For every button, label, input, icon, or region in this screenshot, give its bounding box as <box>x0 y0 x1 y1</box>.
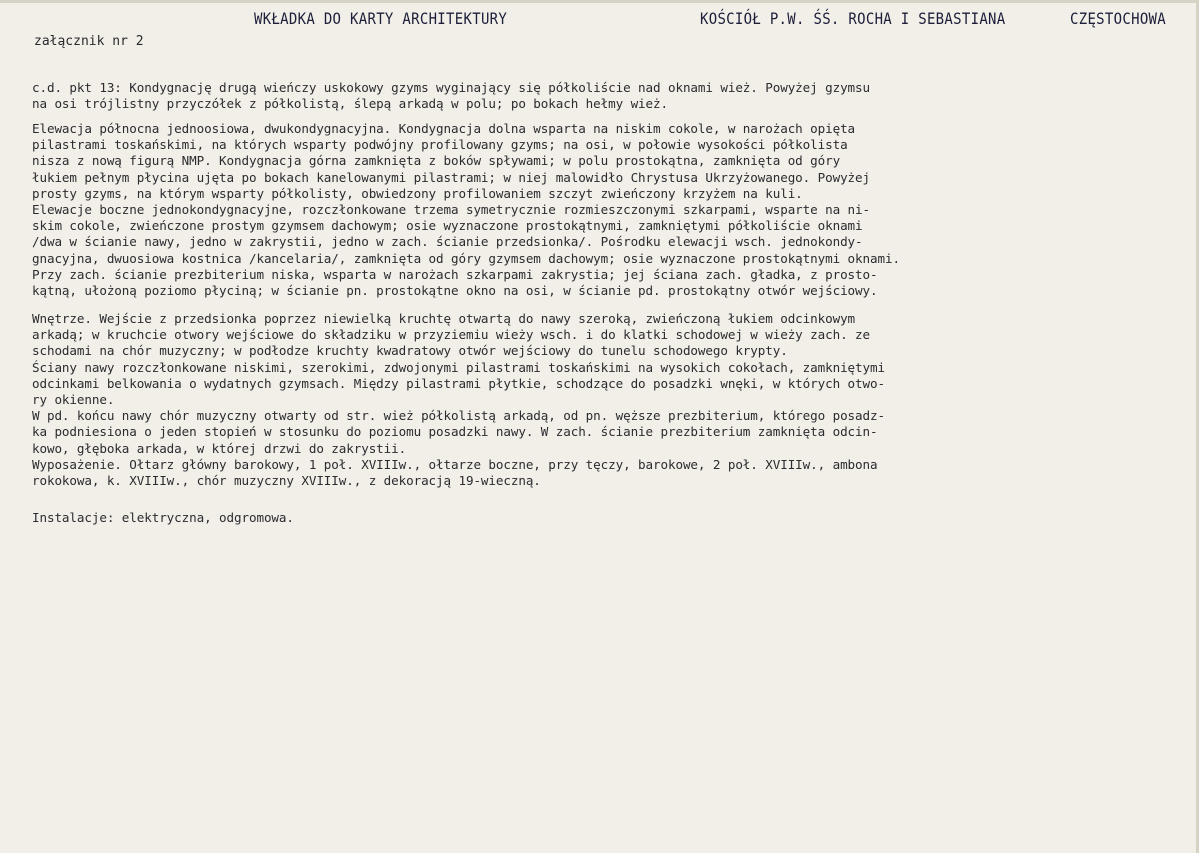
text-line: Ściany nawy rozczłonkowane niskimi, szerokimi, zdwojonymi pilastrami toskańskimi na wysokich cokołach, zamkniętymi <box>32 359 885 375</box>
text-line: schodami na chór muzyczny; w podłodze kruchty kwadratowy otwór wejściowy do tunelu schodowego krypty. <box>32 343 788 359</box>
text-line: kątną, ułożoną poziomo płyciną; w ścianie pn. prostokątne okno na osi, w ścianie pd. prostokątny otwór wejściowy. <box>32 282 878 298</box>
handwritten-church-name: KOŚCIÓŁ P.W. ŚŚ. ROCHA I SEBASTIANA <box>700 10 1006 29</box>
text-line: c.d. pkt 13: Kondygnację drugą wieńczy uskokowy gzyms wyginający się półkoliście nad oknami wież. Powyżej gzymsu <box>32 80 870 95</box>
text-line: ka podniesiona o jeden stopień w stosunku do poziomu posadzki nawy. W zach. ścianie prezbiterium zamknięta odcin- <box>32 424 878 440</box>
paragraph-interior <box>32 311 885 489</box>
text-line: Przy zach. ścianie prezbiterium niska, wsparta w narożach szkarpami zakrystia; jej ściana zach. gładka, z prosto- <box>32 266 878 282</box>
paragraph-towers <box>32 80 870 112</box>
paragraph-elevations <box>32 121 900 299</box>
handwritten-title: WKŁADKA DO KARTY ARCHITEKTURY <box>254 10 508 29</box>
text-line: prosty gzyms, na którym wsparty półkolisty, obwiedzony profilowaniem szczyt zwieńczony krzyżem na kuli. <box>32 185 803 201</box>
text-line: rokokowa, k. XVIIIw., chór muzyczny XVIIIw., z dekoracją 19-wieczną. <box>32 472 541 488</box>
annex-label: załącznik nr 2 <box>34 34 144 49</box>
text-line: kowo, głęboka arkada, w której drzwi do zakrystii. <box>32 440 407 456</box>
text-line: łukiem pełnym płycina ujęta po bokach kanelowanymi pilastrami; w niej malowidło Chrystusa Ukrzyżowanego. Powyżej <box>32 169 870 185</box>
text-line: Wyposażenie. Ołtarz główny barokowy, 1 poł. XVIIIw., ołtarze boczne, przy tęczy, barokowe, 2 poł. XVIIIw., ambona <box>32 456 878 472</box>
text-line: na osi trójlistny przyczółek z półkolistą, ślepą arkadą w polu; po bokach hełmy wież. <box>32 96 668 112</box>
text-line: /dwa w ścianie nawy, jedno w zakrystii, jedno w zach. ścianie przedsionka/. Pośrodku elewacji wsch. jednokondy- <box>32 234 863 250</box>
text-line: gnacyjna, dwuosiowa kostnica /kancelaria/, zamknięta od góry gzymsem dachowym; osie wyznaczone prostokątnymi oknami. <box>32 250 900 266</box>
text-line: ry okienne. <box>32 391 115 407</box>
paragraph-installations <box>32 510 294 526</box>
text-line: Elewacja północna jednoosiowa, dwukondygnacyjna. Kondygnacja dolna wsparta na niskim cokole, w narożach opięta <box>32 121 856 136</box>
handwritten-city: CZĘSTOCHOWA <box>1070 10 1167 29</box>
text-line: W pd. końcu nawy chór muzyczny otwarty od str. wież półkolistą arkadą, od pn. węższe prezbiterium, którego posadz- <box>32 408 885 424</box>
text-line: Instalacje: elektryczna, odgromowa. <box>32 510 294 525</box>
text-line: odcinkami belkowania o wydatnych gzymsach. Między pilastrami płytkie, schodzące do posadzki wnęki, w których otwo- <box>32 375 885 391</box>
page-edge-top <box>0 0 1199 3</box>
text-line: nisza z nową figurą NMP. Kondygnacja górna zamknięta z boków spływami; w polu prostokątna, zamknięta od góry <box>32 153 841 169</box>
text-line: arkadą; w kruchcie otwory wejściowe do składziku w przyziemiu wieży wsch. i do klatki schodowej w wieży zach. ze <box>32 327 870 343</box>
text-line: Elewacje boczne jednokondygnacyjne, rozczłonkowane trzema symetrycznie rozmieszczonymi szkarpami, wsparte na ni- <box>32 201 870 217</box>
text-line: skim cokole, zwieńczone prostym gzymsem dachowym; osie wyznaczone prostokątnymi, zamkniętymi półkoliście oknami <box>32 218 863 234</box>
text-line: Wnętrze. Wejście z przedsionka poprzez niewielką kruchtę otwartą do nawy szeroką, zwieńczoną łukiem odcinkowym <box>32 311 856 326</box>
text-line: pilastrami toskańskimi, na których wsparty podwójny profilowany gzyms; na osi, w połowie wysokości półkolista <box>32 137 848 153</box>
